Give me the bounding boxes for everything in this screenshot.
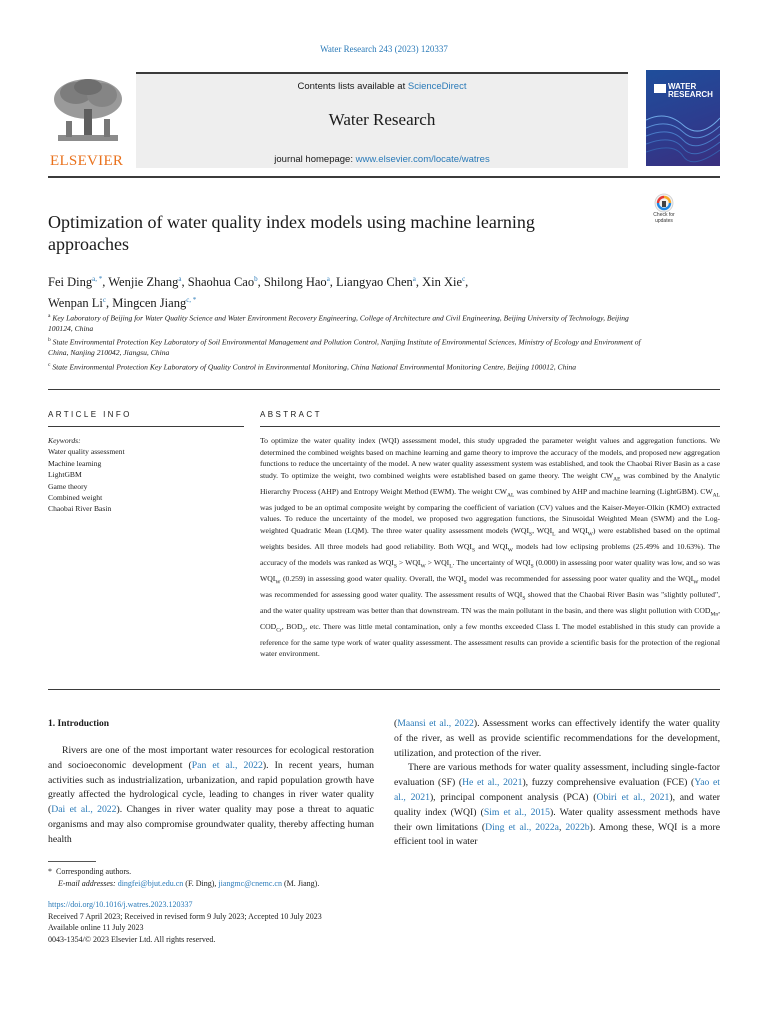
header-divider bbox=[48, 176, 720, 178]
check-updates-icon bbox=[645, 193, 683, 213]
keywords-block bbox=[48, 435, 244, 515]
abstract-heading: ABSTRACT bbox=[260, 410, 322, 419]
sciencedirect-link[interactable]: ScienceDirect bbox=[407, 81, 467, 92]
reference-link[interactable]: Dai et al., 2022 bbox=[51, 804, 117, 816]
reference-link[interactable]: Obiri et al., 2021 bbox=[596, 791, 670, 803]
keyword: Game theory bbox=[48, 481, 88, 491]
journal-info-band bbox=[136, 72, 628, 168]
footnote-divider bbox=[48, 861, 96, 862]
keyword: LightGBM bbox=[48, 470, 82, 480]
intro-paragraph: Rivers are one of the most important water resources for ecological restoration and socioeconomic development (Pan et al., 2022). In recent years, human activities such as industrialization, urbanization, and rapid population growth have greatly affected the hydrological cycle, leading to changes in river water quality (Dai et al., 2022). Changes in river water quality may pose a threat to aquatic organisms and may also compromise groundwater quality, thereby affecting human health bbox=[48, 745, 374, 845]
homepage-line: journal homepage: www.elsevier.com/locate/watres bbox=[274, 154, 490, 165]
journal-name: Water Research bbox=[328, 110, 436, 129]
email-link[interactable]: jiangmc@cnemc.cn bbox=[218, 879, 282, 888]
author[interactable]: Shilong Hao$^a$ bbox=[263, 275, 330, 289]
cover-wave-icon bbox=[646, 70, 720, 166]
reference-link[interactable]: Pan et al., 2022 bbox=[191, 759, 263, 771]
reference-link[interactable]: Sim et al., 2015 bbox=[483, 806, 550, 818]
author[interactable]: Shaohua Cao$^b$ bbox=[187, 275, 258, 289]
asterisk-icon: * bbox=[48, 867, 56, 876]
affiliation: $^b$ State Environmental Protection Key Laboratory of Soil Environmental Management and Pollution Control, Nanjing Institute of Environmental Sciences, Ministry of Ecology and Environment of China, Nanjing 210042, Jiangsu, China bbox=[48, 337, 641, 358]
author[interactable]: Wenjie Zhang$^a$ bbox=[108, 275, 182, 289]
article-info-heading: ARTICLE INFO bbox=[48, 410, 132, 419]
author[interactable]: Mingcen Jiang$^{c, *}$ bbox=[112, 296, 197, 310]
reference-link[interactable]: He et al., 2021 bbox=[462, 777, 523, 789]
journal-header bbox=[48, 70, 720, 168]
abstract-bottom-divider bbox=[48, 689, 720, 690]
author-list: Fei Ding$^{a, *}$, Wenjie Zhang$^a$, Shaohua Cao$^b$, Shilong Hao$^a$, Liangyao Chen$^a$, Xin Xie$^c$, Wenpan Li$^c$, Mingcen Jiang$^{c, *}$ bbox=[48, 275, 469, 310]
intro-paragraph: (Maansi et al., 2022). Assessment works can effectively identify the water quality of the river, as well as provide scientific recommendations for the development, utilization, and protection of the river. bbox=[394, 718, 720, 759]
keyword: Machine learning bbox=[48, 458, 102, 468]
intro-right-column bbox=[394, 717, 720, 850]
reference-link[interactable]: 2022b bbox=[565, 821, 590, 833]
elsevier-wordmark: ELSEVIER bbox=[50, 153, 124, 169]
reference-link[interactable]: Yao et al., 2021 bbox=[394, 777, 720, 803]
journal-homepage-link[interactable]: www.elsevier.com/locate/watres bbox=[355, 154, 490, 165]
elsevier-tree-logo[interactable] bbox=[48, 75, 128, 167]
received-dates: Received 7 April 2023; Received in revised form 9 July 2023; Accepted 10 July 2023 bbox=[48, 911, 322, 921]
doi-link[interactable]: https://doi.org/10.1016/j.watres.2023.120337 bbox=[48, 900, 193, 909]
article-info-divider bbox=[48, 426, 244, 427]
article-title: Optimization of water quality index models using machine learning approaches bbox=[48, 212, 535, 254]
intro-paragraph: There are various methods for water quality assessment, including single-factor evaluation (SF) (He et al., 2021), fuzzy comprehensive evaluation (FCE) (Yao et al., 2021), principal component analysis (PCA) (Obiri et al., 2021), and water quality index (WQI) (Sim et al., 2015). Water quality assessment methods have their own limitations (Ding et al., 2022a, 2022b). Among these, WQI is a more efficient tool in water bbox=[394, 762, 720, 848]
author[interactable]: Liangyao Chen$^a$ bbox=[336, 275, 416, 289]
journal-cover-thumbnail[interactable] bbox=[646, 70, 720, 166]
tree-icon bbox=[48, 75, 128, 149]
author[interactable]: Xin Xie$^c$ bbox=[422, 275, 466, 289]
email-link[interactable]: dingfei@bjut.edu.cn bbox=[117, 879, 184, 888]
contents-line: Contents lists available at ScienceDirect bbox=[297, 81, 467, 92]
cover-title: WATER RESEARCH bbox=[668, 82, 713, 99]
footnotes bbox=[48, 866, 548, 890]
corresponding-note: * Corresponding authors. bbox=[48, 867, 132, 876]
introduction-heading: 1. Introduction bbox=[48, 719, 110, 729]
check-for-updates-button[interactable] bbox=[645, 193, 683, 229]
affiliation: $^c$ State Environmental Protection Key Laboratory of Quality Control in Environmental Monitoring, China National Environmental Monitoring Centre, Beijing 100012, China bbox=[48, 361, 577, 372]
keyword: Water quality assessment bbox=[48, 447, 125, 457]
keywords-title: Keywords: bbox=[48, 436, 81, 445]
reference-link[interactable]: Maansi et al., 2022 bbox=[397, 718, 474, 729]
intro-left-column bbox=[48, 744, 374, 848]
author[interactable]: Fei Ding$^{a, *}$ bbox=[48, 275, 103, 289]
affiliations bbox=[48, 311, 648, 374]
section-divider bbox=[48, 389, 720, 390]
affiliation: $^a$ Key Laboratory of Beijing for Water Quality Science and Water Environment Recovery Engineering, College of Architecture and Civil Engineering, Beijing University of Technology, Beijing 100124, China bbox=[48, 313, 629, 333]
copyright: 0043-1354/© 2023 Elsevier Ltd. All rights reserved. bbox=[48, 934, 216, 944]
keyword: Chaobai River Basin bbox=[48, 504, 112, 514]
reference-link[interactable]: Ding et al., 2022a bbox=[485, 821, 559, 833]
abstract-divider bbox=[260, 426, 720, 427]
abstract-text: To optimize the water quality index (WQI) assessment model, this study upgraded the parameter weight values and aggregation functions. We determined the combined weights based on machine learning and game theory to improve the accuracy of the models, and proposed new aggregation functions to reduce the uncertainty of the model. A new water quality assessment system was established, and took the Chaobai River Basin as a case study. To optimize the weight, two combined weights were established based on game theory. The weight $CW_{AE}$ was combined by the Analytic Hierarchy Process (AHP) and Entropy Weight Method (EWM). The weight $CW_{AL}$ was combined by AHP and machine learning (LightGBM). $CW_{AL}$ was judged to be an optimal composite weight by comparing the coefficient of variation (CV) values and the Kaiser-Meyer-Olkin (KMO) extracted values. To reduce the uncertainty of the model, we proposed two aggregation functions, the Sinusoidal Weighted Mean (SWM) and the Log-weighted Quadratic Mean (LQM). The three water quality assessment models ($WQI_S$, $WQI_L$ and $WQI_W$) were established based on the optimal weights besides. All three models had good reliability. Both $WQI_S$ and $WQI_W$ models had low eclipsing problems (25.49% and 10.63%). The accuracy of the models was ranked as $WQI_S > WQI_W > WQI_L$. The uncertainty of $WQI_S$ (0.000) in assessing poor water quality was low, and so was $WQI_W$ (0.259) in assessing good water quality. Overall, the $WQI_S$ model was recommended for assessing poor water quality and the $WQI_W$ model was recommended for assessing good water quality. The assessment results of $WQI_S$ showed that the Chaobai River Basin was "slightly polluted", and the water quality upstream was better than that downstream. TN was the main pollutant in the basin, and there was slight pollution with $COD_{Mn}$, $COD_{Cr}$, $BOD_5$, etc. There was little metal contamination, only a few months exceeded Class I. The model established in this study can provide a reference for the same type work of water quality assessment. The assessment results can provide a scientific basis for the protection of the regional water environment. bbox=[260, 436, 721, 659]
article-metadata bbox=[48, 899, 548, 945]
check-updates-label: Check for updates bbox=[653, 212, 675, 224]
keyword: Combined weight bbox=[48, 493, 103, 503]
journal-citation-link[interactable]: Water Research 243 (2023) 120337 bbox=[320, 44, 448, 54]
author[interactable]: Wenpan Li$^c$ bbox=[48, 296, 106, 310]
email-note: E-mail addresses: dingfei@bjut.edu.cn (F. Ding), jiangmc@cnemc.cn (M. Jiang). bbox=[58, 879, 320, 888]
available-online: Available online 11 July 2023 bbox=[48, 923, 144, 933]
